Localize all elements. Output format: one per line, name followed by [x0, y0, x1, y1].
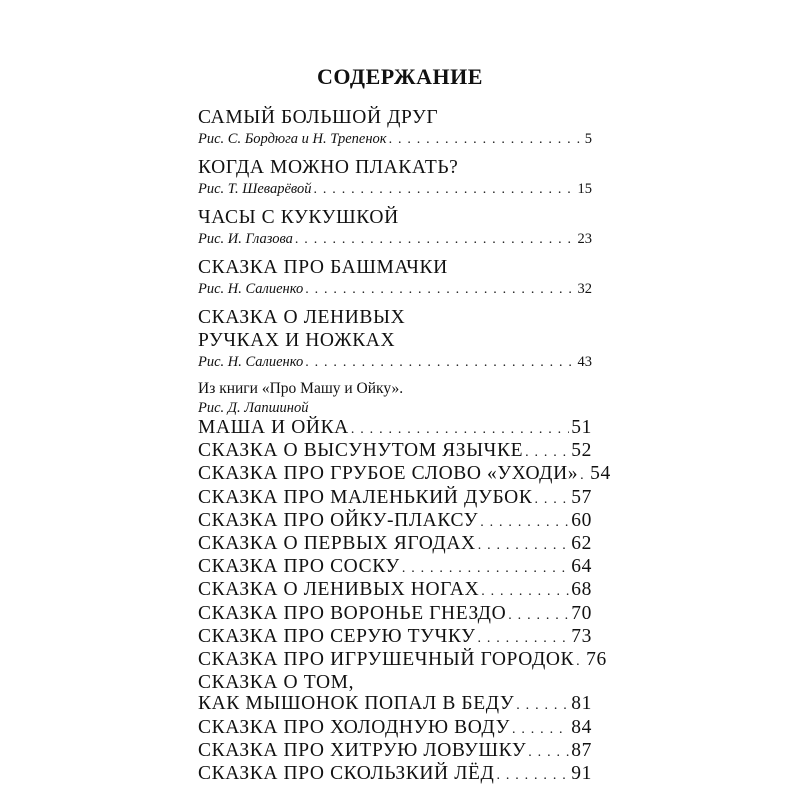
leader-dots — [305, 353, 575, 373]
entry-title: КАК МЫШОНОК ПОПАЛ В БЕДУ — [198, 693, 515, 715]
toc-entry — [198, 649, 607, 672]
toc-line — [198, 487, 592, 510]
toc-line — [198, 626, 592, 649]
leader-dots — [305, 280, 575, 300]
page-number: 5 — [584, 131, 592, 147]
toc-entry — [198, 533, 592, 556]
toc-line — [198, 179, 592, 200]
entry-title: СКАЗКА ПРО ХИТРУЮ ЛОВУШКУ — [198, 739, 527, 761]
toc-entry — [198, 740, 592, 763]
page-number: 84 — [571, 716, 592, 738]
entry-title: СКАЗКА ПРО СЕРУЮ ТУЧКУ — [198, 625, 476, 647]
entry-title: СКАЗКА ПРО ХОЛОДНУЮ ВОДУ — [198, 716, 510, 738]
section-heading: РУЧКАХ И НОЖКАХ — [198, 330, 396, 351]
toc-entry — [198, 510, 592, 533]
page-number: 76 — [586, 649, 607, 671]
leader-dots — [295, 230, 576, 250]
entry-title: МАША И ОЙКА — [198, 417, 349, 438]
entry-title: СКАЗКА О ТОМ, — [198, 672, 355, 694]
page-number: 52 — [571, 440, 592, 462]
table-of-contents — [198, 106, 611, 786]
toc-entry — [198, 763, 592, 786]
page-number: 60 — [571, 509, 592, 531]
credit-text: Рис. Н. Салиенко — [198, 281, 304, 297]
toc-line — [198, 740, 592, 763]
toc-entry — [198, 487, 592, 510]
entry-title: СКАЗКА ПРО СОСКУ — [198, 556, 400, 578]
leader-dots — [576, 651, 584, 672]
toc-entry — [198, 417, 592, 440]
page-number: 54 — [590, 463, 611, 485]
leader-dots — [580, 465, 588, 486]
page-number: 68 — [571, 579, 592, 601]
leader-dots — [496, 765, 569, 786]
toc-line — [198, 763, 592, 786]
toc-entry — [198, 579, 592, 602]
toc-entry — [198, 626, 592, 649]
toc-section — [198, 156, 592, 200]
page-number: 73 — [571, 625, 592, 647]
credit-text: Рис. С. Бордюга и Н. Трепенок — [198, 131, 387, 147]
credit-text: Рис. И. Глазова — [198, 231, 293, 247]
toc-entry — [198, 556, 592, 579]
group-credit: Рис. Д. Лапшиной — [198, 400, 309, 416]
toc-line — [198, 556, 592, 579]
illustrator-credit — [198, 279, 592, 300]
toc-entry — [198, 463, 611, 486]
toc-line — [198, 603, 592, 626]
toc-line — [198, 510, 592, 533]
entry-title: СКАЗКА О ПЕРВЫХ ЯГОДАХ — [198, 533, 476, 555]
entry-title: СКАЗКА ПРО ВОРОНЬЕ ГНЕЗДО — [198, 602, 507, 624]
toc-entry — [198, 717, 592, 740]
leader-dots — [314, 180, 576, 200]
page-title: СОДЕРЖАНИЕ — [317, 64, 483, 89]
toc-entry — [198, 603, 592, 626]
credit-text: Рис. Т. Шеварёвой — [198, 181, 312, 197]
entry-title: СКАЗКА ПРО МАЛЕНЬКИЙ ДУБОК — [198, 486, 533, 508]
illustrator-credit — [198, 229, 592, 250]
toc-section — [198, 206, 592, 250]
illustrator-credit — [198, 179, 592, 200]
leader-dots — [508, 605, 569, 626]
toc-section — [198, 256, 592, 300]
leader-dots — [477, 628, 569, 649]
page-number: 70 — [571, 602, 592, 624]
toc-line — [198, 352, 592, 373]
section-heading: КОГДА МОЖНО ПЛАКАТЬ? — [198, 157, 459, 178]
entry-title: СКАЗКА ПРО ИГРУШЕЧНЫЙ ГОРОДОК — [198, 649, 575, 671]
page-number: 91 — [571, 763, 592, 785]
section-heading: СКАЗКА ПРО БАШМАЧКИ — [198, 257, 448, 278]
leader-dots — [351, 419, 569, 440]
toc-section — [198, 306, 592, 373]
leader-dots — [525, 442, 569, 463]
entry-title: СКАЗКА О ЛЕНИВЫХ НОГАХ — [198, 579, 480, 601]
entry-title: СКАЗКА О ВЫСУНУТОМ ЯЗЫЧКЕ — [198, 440, 524, 462]
group-intro: Из книги «Про Машу и Ойку». — [198, 380, 404, 397]
leader-dots — [516, 695, 569, 716]
illustrator-credit — [198, 352, 592, 373]
toc-entry — [198, 672, 592, 716]
illustrator-credit — [198, 129, 592, 150]
page-number: 23 — [577, 231, 592, 247]
toc-line — [198, 440, 592, 463]
entry-title: СКАЗКА ПРО ОЙКУ-ПЛАКСУ — [198, 509, 479, 531]
page-number: 62 — [571, 533, 592, 555]
page-number: 87 — [571, 739, 592, 761]
toc-line — [198, 693, 592, 716]
toc-line — [198, 229, 592, 250]
page-number: 81 — [571, 693, 592, 715]
page-number: 43 — [577, 354, 592, 370]
toc-line — [198, 649, 607, 672]
entry-title: СКАЗКА ПРО СКОЛЬЗКИЙ ЛЁД — [198, 763, 495, 785]
toc-line — [198, 533, 592, 556]
page-number: 57 — [571, 486, 592, 508]
page-number: 32 — [577, 281, 592, 297]
leader-dots — [534, 489, 569, 510]
toc-line — [198, 463, 611, 486]
toc-line — [198, 129, 592, 150]
toc-section — [198, 106, 592, 150]
toc-line — [198, 279, 592, 300]
section-heading: СКАЗКА О ЛЕНИВЫХ — [198, 307, 406, 328]
entry-title: СКАЗКА ПРО ГРУБОЕ СЛОВО «УХОДИ» — [198, 463, 579, 485]
leader-dots — [402, 558, 569, 579]
leader-dots — [480, 512, 569, 533]
toc-entry — [198, 440, 592, 463]
page-number: 15 — [577, 181, 592, 197]
leader-dots — [478, 535, 570, 556]
leader-dots — [512, 719, 569, 740]
toc-line — [198, 417, 592, 440]
leader-dots — [481, 581, 569, 602]
page-number: 51 — [571, 417, 592, 438]
leader-dots — [389, 130, 583, 150]
page-number: 64 — [571, 556, 592, 578]
toc-line — [198, 579, 592, 602]
leader-dots — [528, 742, 569, 763]
section-heading: ЧАСЫ С КУКУШКОЙ — [198, 207, 399, 228]
credit-text: Рис. Н. Салиенко — [198, 354, 304, 370]
toc-line — [198, 717, 592, 740]
section-heading: САМЫЙ БОЛЬШОЙ ДРУГ — [198, 107, 439, 128]
